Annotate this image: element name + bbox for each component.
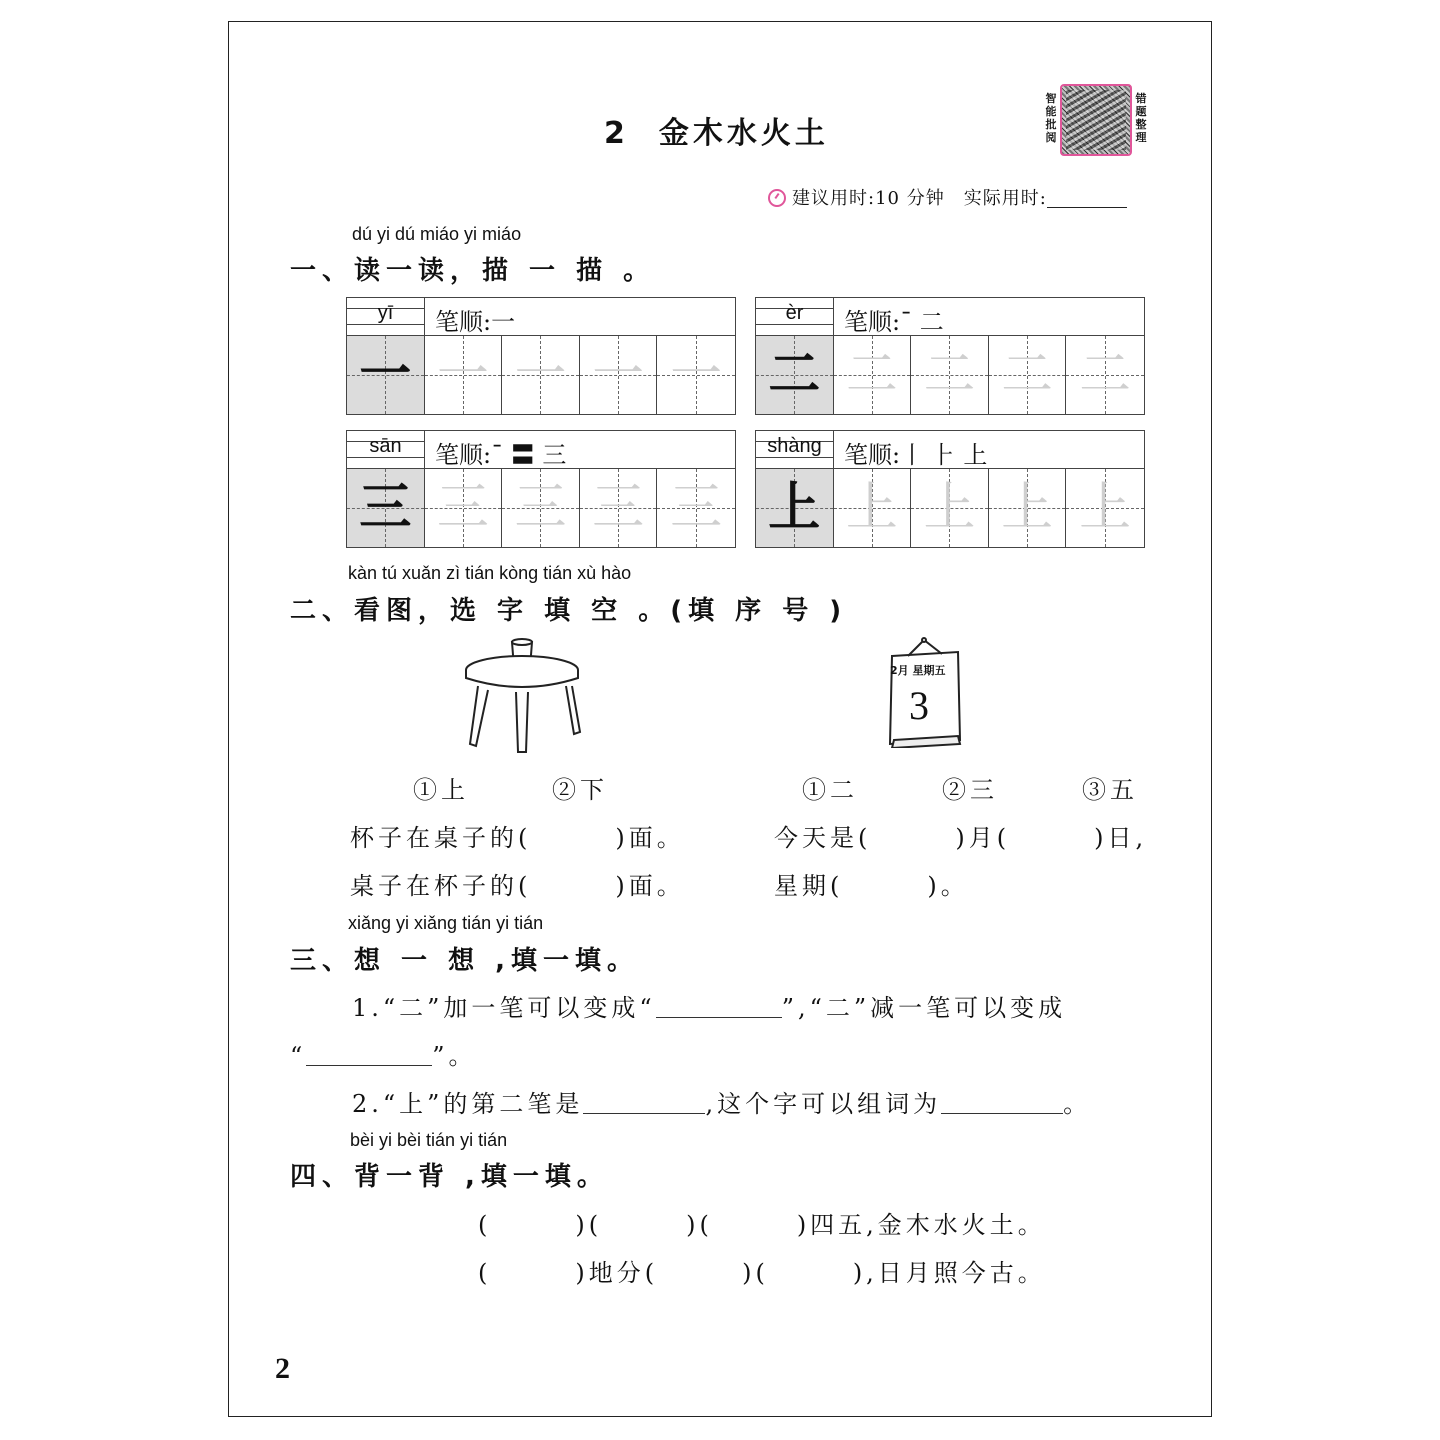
pinyin-label: shàng <box>767 435 822 457</box>
trace-cell[interactable]: 上 <box>989 469 1067 547</box>
question-cup-position[interactable]: 杯子在桌子的( )面。 <box>350 824 685 852</box>
poem-line-2[interactable]: ( )地分( )( ),日月照今古。 <box>478 1259 1046 1287</box>
writing-box-er <box>755 297 1145 415</box>
model-char: 二 <box>756 336 834 414</box>
trace-cell[interactable]: 二 <box>834 336 912 414</box>
qr-left-label: 智能批阅 <box>1045 92 1057 144</box>
question-date[interactable]: 今天是( )月( )日, <box>774 824 1148 852</box>
section1-pinyin: dú yi dú miáo yi miáo <box>352 224 522 244</box>
lesson-number: 2 <box>604 116 629 151</box>
q2-text-c: 。 <box>1063 1090 1092 1118</box>
answer-blank[interactable] <box>656 997 782 1018</box>
pinyin-label: yī <box>377 302 394 324</box>
question-table-position[interactable]: 桌子在杯子的( )面。 <box>350 872 685 900</box>
answer-blank[interactable] <box>306 1045 432 1066</box>
pinyin-label: sān <box>369 435 402 457</box>
section3-title: 三、想 一 想 ,填一填。 <box>290 946 640 976</box>
section2-pinyin: kàn tú xuǎn zì tián kòng tián xù hào <box>348 563 632 583</box>
pinyin-label: èr <box>785 302 804 324</box>
writing-box-shang <box>755 430 1145 548</box>
section2-title: 二、看图，选 字 填 空 。(填 序 号 ) <box>290 596 848 626</box>
lesson-title: 金木水火土 <box>658 116 829 151</box>
trace-cell[interactable]: 上 <box>834 469 912 547</box>
page-number: 2 <box>275 1352 290 1385</box>
trace-cell[interactable]: 一 <box>502 336 580 414</box>
q1-text-d: ”。 <box>432 1042 477 1070</box>
trace-cell[interactable]: 二 <box>1066 336 1144 414</box>
stroke-order: 笔顺:一 <box>435 308 516 336</box>
section3-pinyin: xiǎng yi xiǎng tián yi tián <box>348 913 544 933</box>
option-san: ②三 <box>942 776 998 804</box>
trace-cell[interactable]: 三 <box>580 469 658 547</box>
model-char: 三 <box>347 469 425 547</box>
trace-cell[interactable]: 二 <box>911 336 989 414</box>
calendar-month-day: 2月 星期五 <box>890 664 946 677</box>
actual-time-blank[interactable] <box>1047 191 1127 208</box>
answer-blank[interactable] <box>941 1093 1063 1114</box>
trace-cell[interactable]: 三 <box>502 469 580 547</box>
poem-line-1[interactable]: ( )( )( )四五,金木水火土。 <box>478 1211 1046 1239</box>
trace-cell[interactable]: 一 <box>425 336 503 414</box>
writing-box-san <box>346 430 736 548</box>
qr-code-icon[interactable] <box>1060 84 1132 156</box>
section4-title: 四、背一背 ,填一填。 <box>290 1162 609 1192</box>
trace-cell[interactable]: 二 <box>989 336 1067 414</box>
option-er: ①二 <box>802 776 858 804</box>
section3-q1-line1 <box>352 988 1066 1023</box>
trace-cell[interactable]: 上 <box>1066 469 1144 547</box>
stroke-order: 笔顺:丨 ⺊ 上 <box>844 441 988 469</box>
clock-icon <box>768 189 786 207</box>
trace-cell[interactable]: 三 <box>657 469 735 547</box>
qr-code-block[interactable] <box>1044 84 1154 158</box>
option-shang: ①上 <box>413 776 469 804</box>
section4-pinyin: bèi yi bèi tián yi tián <box>350 1130 508 1150</box>
stroke-order: 笔顺:¯ 〓 三 <box>435 441 567 469</box>
time-suggestion <box>768 184 1127 210</box>
section1-title: 一、读一读，描 一 描 。 <box>290 256 656 286</box>
timer-text: 建议用时:10 分钟 实际用时: <box>792 188 1047 209</box>
option-xia: ②下 <box>552 776 608 804</box>
trace-cell[interactable]: 一 <box>580 336 658 414</box>
stroke-order: 笔顺:¯ 二 <box>844 308 944 336</box>
writing-box-yi <box>346 297 736 415</box>
calendar-date: 3 <box>909 683 929 728</box>
section3-q2 <box>352 1084 1091 1119</box>
q1-text-a: 1.“二”加一笔可以变成“ <box>352 994 656 1022</box>
trace-cell[interactable]: 上 <box>911 469 989 547</box>
q2-text-a: 2.“上”的第二笔是 <box>352 1090 584 1118</box>
model-char: 一 <box>347 336 425 414</box>
stool-cup-illustration <box>462 634 588 758</box>
q1-text-b: ”,“二”减一笔可以变成 <box>781 994 1067 1022</box>
q1-text-c: “ <box>290 1042 307 1070</box>
question-weekday[interactable]: 星期( )。 <box>774 872 969 900</box>
answer-blank[interactable] <box>583 1093 705 1114</box>
qr-right-label: 错题整理 <box>1135 92 1147 144</box>
model-char: 上 <box>756 469 834 547</box>
page-title <box>604 108 829 152</box>
section3-q1-line2 <box>290 1036 477 1071</box>
q2-text-b: ,这个字可以组词为 <box>705 1090 942 1118</box>
trace-cell[interactable]: 一 <box>657 336 735 414</box>
option-wu: ③五 <box>1082 776 1138 804</box>
trace-cell[interactable]: 三 <box>425 469 503 547</box>
